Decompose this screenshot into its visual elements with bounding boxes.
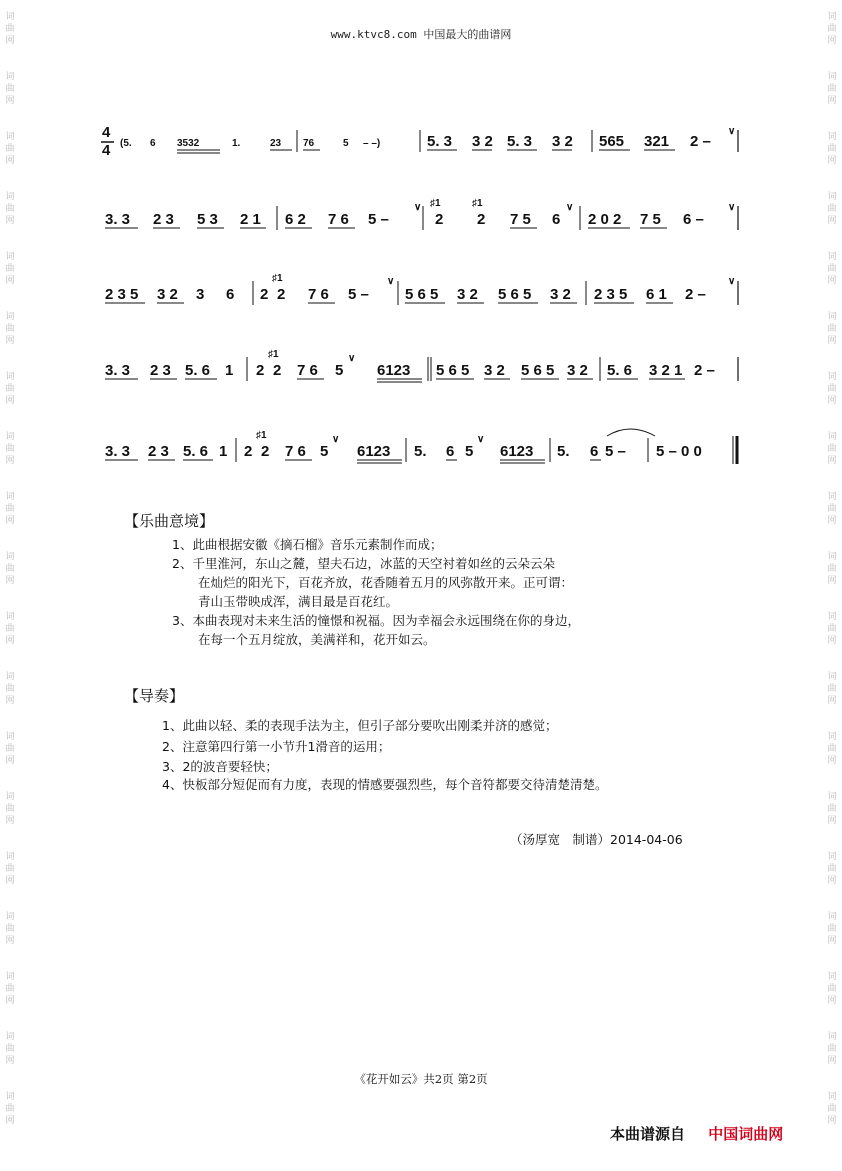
watermark-glyph: 曲	[5, 1104, 15, 1114]
bar-text: 2 1	[240, 211, 261, 228]
watermark-glyph: 网	[5, 396, 15, 406]
watermark-glyph: 曲	[827, 84, 837, 94]
bar-text: 5 –	[368, 211, 389, 228]
breath-mark: ∨	[348, 353, 356, 364]
watermark-glyph: 曲	[5, 24, 15, 34]
watermark-glyph: 网	[5, 336, 15, 346]
bar-text: 2	[256, 362, 265, 379]
score-line-3	[105, 273, 738, 305]
source-label: 本曲谱源自	[610, 1125, 686, 1143]
watermark-glyph: 曲	[5, 264, 15, 274]
intro-line-3: 3、2的波音要轻快；	[162, 759, 278, 774]
score-line-1	[120, 126, 738, 153]
bar-text: 5. 6	[607, 362, 633, 379]
page-header	[0, 26, 842, 42]
bar-text: 5 6 5	[521, 362, 555, 379]
bar-text: 6	[590, 443, 599, 460]
watermark-glyph: 网	[5, 876, 15, 886]
watermark-glyph: 词	[827, 312, 837, 322]
watermark-glyph: 曲	[827, 144, 837, 154]
intro-line-2: 2、注意第四行第一小节升1滑音的运用；	[162, 739, 391, 754]
grace-note: ♯1	[472, 198, 483, 209]
mood-line-4: 青山玉带映成浑，满目最是百花红。	[198, 594, 399, 609]
bar-text: 2 3 5	[594, 286, 628, 303]
watermark-glyph: 词	[827, 612, 837, 622]
watermark-glyph: 词	[5, 372, 15, 382]
watermark-glyph: 网	[827, 996, 837, 1006]
bar-text: 2	[244, 443, 253, 460]
bar-text: 23	[270, 138, 282, 149]
watermark-glyph: 曲	[827, 804, 837, 814]
watermark-glyph: 曲	[827, 924, 837, 934]
bar-text: 3 2	[157, 286, 178, 303]
watermark-glyph: 词	[827, 492, 837, 502]
breath-mark: ∨	[566, 202, 574, 213]
bar-text: 5. 3	[427, 133, 453, 150]
bar-text: 2 3	[148, 443, 169, 460]
bar-text: 3 2	[457, 286, 478, 303]
watermark-glyph: 曲	[827, 204, 837, 214]
watermark-glyph: 网	[5, 1056, 15, 1066]
watermark-left	[3, 0, 17, 1171]
music-score	[100, 100, 750, 490]
bar-text: 5	[335, 362, 344, 379]
bar-text: 2	[261, 443, 270, 460]
bar-text: 3532	[177, 138, 200, 149]
watermark-glyph: 网	[827, 516, 837, 526]
watermark-glyph: 词	[827, 912, 837, 922]
bar-text: 2	[477, 211, 486, 228]
watermark-glyph: 词	[5, 252, 15, 262]
bar-text: 2	[277, 286, 286, 303]
watermark-glyph: 曲	[5, 504, 15, 514]
watermark-glyph: 网	[5, 816, 15, 826]
watermark-glyph: 网	[5, 936, 15, 946]
bar-text: 6 1	[646, 286, 667, 303]
bar-text: 7 5	[640, 211, 661, 228]
watermark-glyph: 曲	[827, 264, 837, 274]
watermark-glyph: 词	[827, 852, 837, 862]
mood-section-title: 【乐曲意境】	[124, 512, 215, 530]
watermark-glyph: 曲	[827, 1044, 837, 1054]
source-brand-link[interactable]: 中国词曲网	[708, 1125, 784, 1143]
watermark-glyph: 曲	[827, 324, 837, 334]
watermark-glyph: 曲	[5, 564, 15, 574]
bar-text: 3 2	[472, 133, 493, 150]
bar-text: 7 6	[297, 362, 318, 379]
watermark-glyph: 网	[5, 36, 15, 46]
watermark-glyph: 网	[827, 876, 837, 886]
bar-text: 2	[435, 211, 444, 228]
bar-text: 5 6 5	[498, 286, 532, 303]
bar-text: 2 –	[694, 362, 715, 379]
watermark-glyph: 网	[827, 36, 837, 46]
bar-text: 6123	[357, 443, 391, 460]
bar-text: 5. 3	[507, 133, 533, 150]
bar-text: 2	[260, 286, 269, 303]
bar-text: 2	[273, 362, 282, 379]
bar-text: 3. 3	[105, 443, 131, 460]
watermark-glyph: 曲	[5, 1044, 15, 1054]
watermark-glyph: 网	[827, 96, 837, 106]
bar-text: 6	[150, 138, 156, 149]
watermark-glyph: 网	[827, 456, 837, 466]
watermark-glyph: 曲	[827, 984, 837, 994]
bar-text: 5 6 5	[436, 362, 470, 379]
mood-line-2: 2、千里淮河，东山之麓，望夫石边，冰蓝的天空衬着如丝的云朵云朵	[172, 556, 555, 571]
watermark-glyph: 词	[5, 1032, 15, 1042]
watermark-glyph: 词	[827, 252, 837, 262]
intro-line-4: 4、快板部分短促而有力度，表现的情感要强烈些，每个音符都要交待清楚清楚。	[162, 777, 608, 792]
watermark-glyph: 词	[827, 1092, 837, 1102]
bar-text: 2 3	[150, 362, 171, 379]
intro-line-1: 1、此曲以轻、柔的表现手法为主，但引子部分要吹出刚柔并济的感觉；	[162, 718, 558, 733]
watermark-glyph: 网	[827, 1056, 837, 1066]
watermark-glyph: 词	[827, 372, 837, 382]
watermark-glyph: 词	[5, 432, 15, 442]
watermark-glyph: 网	[5, 756, 15, 766]
watermark-glyph: 网	[827, 816, 837, 826]
breath-mark: ∨	[414, 202, 422, 213]
watermark-glyph: 曲	[827, 624, 837, 634]
header-url[interactable]: www.ktvc8.com	[330, 28, 417, 41]
bar-text: 2 3 5	[105, 286, 139, 303]
bar-text: 5. 6	[183, 443, 209, 460]
bar-text: 5	[320, 443, 329, 460]
watermark-glyph: 词	[5, 912, 15, 922]
watermark-glyph: 曲	[827, 684, 837, 694]
watermark-glyph: 曲	[5, 864, 15, 874]
watermark-glyph: 网	[827, 696, 837, 706]
watermark-glyph: 词	[5, 132, 15, 142]
watermark-glyph: 网	[5, 96, 15, 106]
watermark-glyph: 词	[5, 792, 15, 802]
bar-text: 3 2	[567, 362, 588, 379]
watermark-glyph: 曲	[5, 204, 15, 214]
watermark-glyph: 网	[5, 636, 15, 646]
bar-text: 5 –	[605, 443, 626, 460]
watermark-glyph: 词	[5, 192, 15, 202]
watermark-glyph: 网	[5, 216, 15, 226]
watermark-glyph: 词	[827, 672, 837, 682]
bar-text: 3 2 1	[649, 362, 683, 379]
time-sig-top: 4	[102, 124, 111, 141]
bar-text: 7 6	[285, 443, 306, 460]
bar-text: 3. 3	[105, 362, 131, 379]
watermark-glyph: 网	[827, 156, 837, 166]
grace-note: ♯1	[272, 273, 283, 284]
bar-text: 5 6 5	[405, 286, 439, 303]
watermark-glyph: 词	[5, 732, 15, 742]
watermark-glyph: 网	[827, 636, 837, 646]
score-line-5	[105, 429, 737, 464]
bar-text: 2 3	[153, 211, 174, 228]
watermark-glyph: 曲	[5, 924, 15, 934]
bar-text: 6 –	[683, 211, 704, 228]
watermark-glyph: 曲	[5, 384, 15, 394]
watermark-glyph: 曲	[5, 84, 15, 94]
watermark-glyph: 网	[5, 996, 15, 1006]
watermark-glyph: 网	[5, 696, 15, 706]
score-line-4	[105, 349, 738, 382]
watermark-glyph: 曲	[827, 864, 837, 874]
watermark-glyph: 网	[5, 576, 15, 586]
watermark-glyph: 曲	[5, 984, 15, 994]
breath-mark: ∨	[332, 434, 340, 445]
watermark-glyph: 曲	[827, 444, 837, 454]
tie-arc	[607, 429, 655, 436]
watermark-glyph: 词	[5, 552, 15, 562]
watermark-glyph: 网	[5, 516, 15, 526]
bar-text: 565	[599, 133, 625, 150]
watermark-glyph: 曲	[5, 324, 15, 334]
watermark-glyph: 词	[5, 972, 15, 982]
time-sig-bottom: 4	[102, 142, 111, 159]
page-footer: 《花开如云》共2页 第2页	[354, 1072, 488, 1086]
watermark-glyph: 词	[5, 312, 15, 322]
mood-line-3: 在灿烂的阳光下，百花齐放，花香随着五月的风弥散开来。正可谓：	[198, 575, 574, 590]
watermark-glyph: 曲	[5, 744, 15, 754]
bar-text: 2 –	[690, 133, 711, 150]
bar-text: 7 6	[308, 286, 329, 303]
bar-text: – –)	[363, 138, 381, 149]
watermark-glyph: 词	[827, 1032, 837, 1042]
watermark-glyph: 网	[827, 936, 837, 946]
bar-text: 1	[219, 443, 228, 460]
watermark-glyph: 词	[5, 72, 15, 82]
bar-text: 3 2	[484, 362, 505, 379]
watermark-glyph: 网	[827, 1116, 837, 1126]
watermark-glyph: 曲	[827, 504, 837, 514]
breath-mark: ∨	[728, 126, 736, 137]
watermark-glyph: 网	[5, 276, 15, 286]
bar-text: 1	[225, 362, 234, 379]
breath-mark: ∨	[477, 434, 485, 445]
watermark-glyph: 网	[827, 396, 837, 406]
watermark-glyph: 词	[827, 732, 837, 742]
watermark-glyph: 词	[827, 12, 837, 22]
jianpu-notation	[100, 100, 750, 490]
mood-line-6: 在每一个五月绽放，美满祥和，花开如云。	[198, 632, 436, 647]
bar-text: 5 –	[348, 286, 369, 303]
grace-note: ♯1	[430, 198, 441, 209]
bar-text: 2 0 2	[588, 211, 622, 228]
watermark-glyph: 网	[827, 576, 837, 586]
bar-text: 3 2	[552, 133, 573, 150]
intro-section-title: 【导奏】	[124, 687, 185, 705]
watermark-glyph: 网	[827, 216, 837, 226]
watermark-glyph: 曲	[827, 384, 837, 394]
breath-mark: ∨	[728, 276, 736, 287]
bar-text: 7 5	[510, 211, 531, 228]
watermark-glyph: 网	[5, 156, 15, 166]
header-site-name: 中国最大的曲谱网	[423, 28, 512, 41]
bar-text: 5	[343, 138, 349, 149]
mood-line-5: 3、本曲表现对未来生活的憧憬和祝福。因为幸福会永远围绕在你的身边，	[172, 613, 580, 628]
watermark-glyph: 网	[827, 276, 837, 286]
bar-text: 6	[226, 286, 235, 303]
bar-text: 6	[446, 443, 455, 460]
bar-text: 7 6	[328, 211, 349, 228]
mood-line-1: 1、此曲根据安徽《摘石榴》音乐元素制作而成；	[172, 537, 443, 552]
watermark-glyph: 词	[827, 192, 837, 202]
watermark-glyph: 词	[5, 612, 15, 622]
watermark-glyph: 网	[827, 756, 837, 766]
bar-text: 5 – 0 0	[656, 443, 702, 460]
bar-text: 76	[303, 138, 315, 149]
bar-text: 3 2	[550, 286, 571, 303]
breath-mark: ∨	[728, 202, 736, 213]
watermark-glyph: 网	[827, 336, 837, 346]
watermark-glyph: 词	[827, 552, 837, 562]
score-line-2	[105, 198, 738, 230]
bar-text: 5 3	[197, 211, 218, 228]
attribution: （汤厚宽 制谱）2014-04-06	[510, 832, 683, 847]
watermark-glyph: 词	[5, 12, 15, 22]
bar-text: 2 –	[685, 286, 706, 303]
watermark-glyph: 词	[5, 492, 15, 502]
bar-text: 3. 3	[105, 211, 131, 228]
watermark-glyph: 词	[5, 1092, 15, 1102]
watermark-glyph: 曲	[5, 804, 15, 814]
breath-mark: ∨	[387, 276, 395, 287]
bar-text: (5.	[120, 138, 132, 149]
watermark-glyph: 词	[5, 852, 15, 862]
grace-note: ♯1	[256, 430, 267, 441]
watermark-glyph: 网	[5, 456, 15, 466]
bar-text: 321	[644, 133, 670, 150]
bar-text: 3	[196, 286, 205, 303]
bar-text: 5. 6	[185, 362, 211, 379]
watermark-glyph: 曲	[827, 744, 837, 754]
watermark-glyph: 词	[5, 672, 15, 682]
source-credit	[610, 1123, 783, 1144]
bar-text: 6 2	[285, 211, 306, 228]
bar-text: 6123	[377, 362, 411, 379]
grace-note: ♯1	[268, 349, 279, 360]
watermark-right	[825, 0, 839, 1171]
watermark-glyph: 曲	[5, 624, 15, 634]
watermark-glyph: 词	[827, 72, 837, 82]
bar-text: 6123	[500, 443, 534, 460]
bar-text: 1.	[232, 138, 241, 149]
watermark-glyph: 词	[827, 972, 837, 982]
watermark-glyph: 曲	[827, 24, 837, 34]
watermark-glyph: 网	[5, 1116, 15, 1126]
watermark-glyph: 曲	[5, 144, 15, 154]
bar-text: 5.	[557, 443, 570, 460]
watermark-glyph: 词	[827, 132, 837, 142]
watermark-glyph: 曲	[827, 564, 837, 574]
watermark-glyph: 曲	[5, 684, 15, 694]
bar-text: 6	[552, 211, 561, 228]
bar-text: 5.	[414, 443, 427, 460]
watermark-glyph: 曲	[5, 444, 15, 454]
watermark-glyph: 词	[827, 792, 837, 802]
watermark-glyph: 曲	[827, 1104, 837, 1114]
watermark-glyph: 词	[827, 432, 837, 442]
bar-text: 5	[465, 443, 474, 460]
